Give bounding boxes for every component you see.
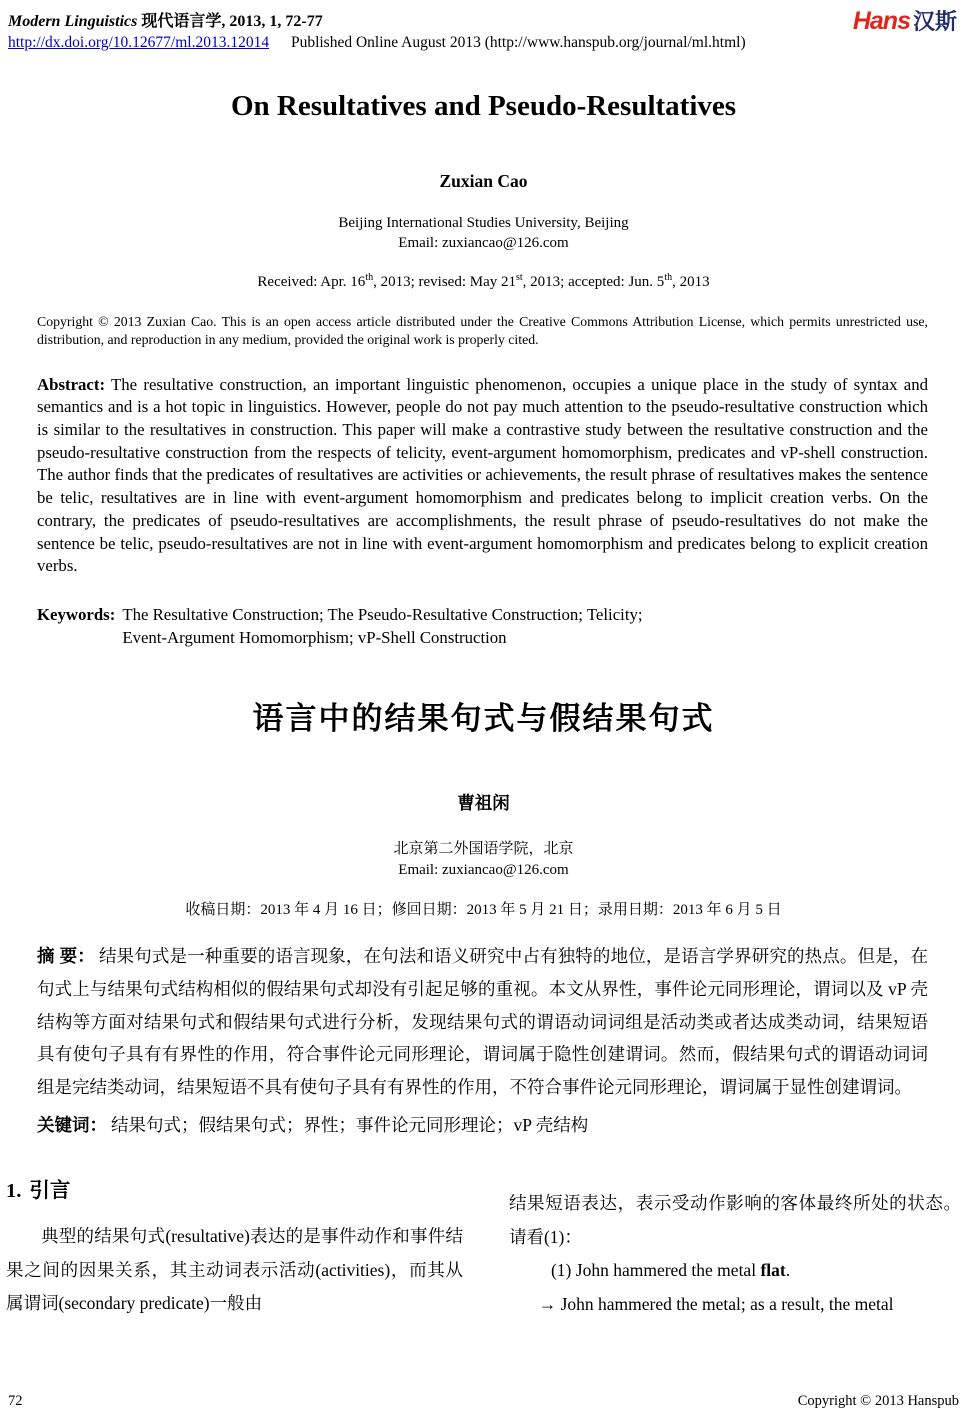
author-email-english: Email: zuxiancao@126.com bbox=[398, 234, 569, 251]
accepted-year: , 2013 bbox=[672, 274, 710, 290]
keywords-label-chinese: 关键词： bbox=[37, 1114, 107, 1135]
received-dates-chinese: 收稿日期：2013 年 4 月 16 日；修回日期：2013 年 5 月 21 日；录用日期：2013 年 6 月 5 日 bbox=[185, 901, 782, 918]
journal-header bbox=[0, 0, 967, 52]
doi-line bbox=[8, 34, 959, 52]
published-online-text: Published Online August 2013 (http://www.hanspub.org/journal/ml.html) bbox=[290, 34, 746, 51]
example-1-period: . bbox=[785, 1260, 791, 1281]
keywords-english bbox=[37, 603, 928, 649]
ordinal-suffix: th bbox=[365, 272, 374, 283]
journal-issue-info: 现代语言学, 2013, 1, 72-77 bbox=[137, 13, 323, 30]
intro-paragraph-left: 典型的结果句式(resultative)表达的是事件动作和事件结果之间的因果关系，其主动词表示活动(activities)，而其从属谓词(secondary predicate)一般由 bbox=[6, 1225, 463, 1314]
abstract-chinese bbox=[37, 940, 928, 1104]
journal-name: Modern Linguistics bbox=[8, 13, 138, 30]
keywords-text-chinese: 结果句式；假结果句式；界性；事件论元同形理论；vP 壳结构 bbox=[111, 1114, 589, 1135]
section-1-number: 1. bbox=[6, 1179, 22, 1202]
received-dates-english bbox=[0, 272, 967, 291]
affiliation-english: Beijing International Studies University, Beijing bbox=[338, 215, 629, 231]
intro-paragraph-right: 结果短语表达，表示受动作影响的客体最终所处的状态。请看(1)： bbox=[508, 1192, 961, 1247]
keywords-text-english bbox=[122, 603, 642, 649]
hanspub-logo-latin: Hans bbox=[852, 7, 910, 35]
abstract-label-english: Abstract: bbox=[37, 374, 106, 394]
abstract-label-chinese: 摘 要： bbox=[37, 945, 95, 966]
right-column bbox=[509, 1173, 961, 1321]
ordinal-suffix: th bbox=[664, 272, 673, 283]
example-1-text: (1) John hammered the metal bbox=[550, 1260, 761, 1281]
example-1-paraphrase: → John hammered the metal; as a result, the metal bbox=[538, 1293, 894, 1314]
left-column bbox=[6, 1173, 463, 1321]
revised-text: , 2013; revised: May 21 bbox=[373, 274, 516, 290]
abstract-english bbox=[37, 374, 928, 578]
keywords-line-1: The Resultative Construction; The Pseudo-Resultative Construction; Telicity; bbox=[122, 604, 643, 624]
article-title-chinese: 语言中的结果句式与假结果句式 bbox=[252, 700, 715, 736]
body-columns bbox=[6, 1173, 961, 1321]
copyright-notice: Copyright © 2013 Zuxian Cao. This is an open access article distributed under the Creative Commons Attribution License, which permits unrestricted use, distribution, and reproduction in any medium, provided the original work is properly cited. bbox=[37, 314, 928, 347]
example-1-bold-word: flat bbox=[760, 1260, 786, 1281]
keywords-line-2: Event-Argument Homomorphism; vP-Shell Construction bbox=[122, 627, 507, 647]
author-name-english: Zuxian Cao bbox=[439, 171, 528, 191]
received-text: Received: Apr. 16 bbox=[257, 274, 366, 290]
affiliation-block-english bbox=[0, 214, 967, 253]
ordinal-suffix: st bbox=[516, 272, 523, 283]
author-email-chinese: Email: zuxiancao@126.com bbox=[398, 861, 569, 878]
page-number: 72 bbox=[8, 1393, 23, 1409]
accepted-text: , 2013; accepted: Jun. 5 bbox=[522, 274, 665, 290]
affiliation-chinese: 北京第二外国语学院，北京 bbox=[393, 840, 574, 857]
example-1 bbox=[509, 1254, 961, 1288]
abstract-text-english: The resultative construction, an important linguistic phenomenon, occupies a unique place in the study of syntax and semantics and is a hot topic in linguistics. However, people do not pay much attention to the pseudo-resultative construction which is similar to the resultatives in construction. This paper will make a contrastive study between the resultative construction and the pseudo-resultative construction from the respects of telicity, event-argument homomorphism, predicates and vP-shell construction. The author finds that the predicates of resultatives are activities or achievements, the result phrase of resultatives makes the sentence be telic, resultatives are in line with event-argument homomorphism and predicates belong to implicit creation verbs. On the contrary, the predicates of pseudo-resultatives are accomplishments, the result phrase of pseudo-resultatives do not make the sentence be telic, pseudo-resultatives are not in line with event-argument homomorphism and predicates belong to explicit creation verbs. bbox=[37, 374, 928, 576]
hanspub-logo bbox=[853, 5, 957, 36]
section-1-heading bbox=[6, 1173, 463, 1203]
journal-citation bbox=[8, 8, 959, 31]
keywords-label-english: Keywords: bbox=[37, 604, 116, 624]
affiliation-block-chinese bbox=[0, 839, 967, 881]
abstract-text-chinese: 结果句式是一种重要的语言现象，在句法和语义研究中占有独特的地位，是语言学界研究的热点。但是，在句式上与结果句式结构相似的假结果句式却没有引起足够的重视。本文从界性，事件论元同形理论，谓词以及 vP 壳结构等方面对结果句式和假结果句式进行分析，发现结果句式的谓语动词词组是活动类或者达成类动词，结果短语具有使句子具有有界性的作用，符合事件论元同形理论，谓词属于隐性创建谓词。然而，假结果句式的谓语动词词组是完结类动词，结果短语不具有使句子具有有界性的作用，不符合事件论元同形理论，谓词属于显性创建谓词。 bbox=[37, 945, 928, 1098]
author-name-chinese: 曹祖闲 bbox=[457, 792, 510, 813]
keywords-chinese bbox=[37, 1112, 928, 1137]
doi-link[interactable]: http://dx.doi.org/10.12677/ml.2013.12014 bbox=[8, 34, 270, 51]
section-1-title: 引言 bbox=[29, 1178, 71, 1202]
footer-copyright: Copyright © 2013 Hanspub bbox=[797, 1393, 959, 1409]
hanspub-logo-chinese: 汉斯 bbox=[912, 9, 957, 34]
page-footer bbox=[8, 1393, 959, 1410]
article-title-english: On Resultatives and Pseudo-Resultatives bbox=[230, 90, 737, 122]
